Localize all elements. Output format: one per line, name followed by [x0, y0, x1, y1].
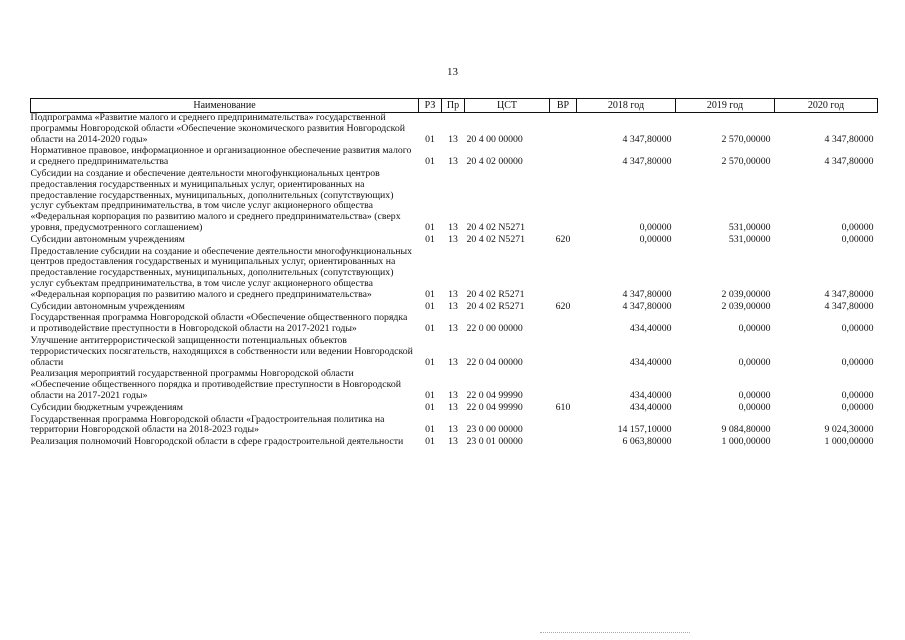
cell-vr: 620: [555, 300, 571, 312]
cell-cst: 20 4 02 R5271: [466, 300, 525, 312]
cell-vr: [550, 313, 577, 336]
cell-cst: 23 0 00 00000: [466, 424, 523, 436]
cell-y2020: 0,00000: [841, 401, 874, 413]
cell-y2018: 434,40000: [629, 389, 672, 401]
table-body: [31, 113, 878, 449]
cell-y2018: 4 347,80000: [622, 300, 672, 312]
cell-cst: 23 0 01 00000: [466, 436, 523, 448]
table-row: [31, 247, 878, 302]
cell-cst: 22 0 04 00000: [466, 356, 523, 368]
cell-y2019: 2 570,00000: [721, 156, 771, 168]
cell-vr: [550, 113, 577, 147]
cell-cst: 20 4 02 N5271: [466, 221, 526, 233]
cell-y2020: 4 347,80000: [824, 133, 874, 145]
cell-pr: 13: [448, 389, 458, 401]
cell-name: Субсидии бюджетным учреждениям: [30, 401, 183, 413]
cell-y2018: 0,00000: [639, 233, 672, 245]
header-name: Наименование: [31, 99, 419, 113]
header-pr: Пр: [442, 99, 465, 113]
table-row: [31, 313, 878, 336]
cell-y2018: 434,40000: [629, 356, 672, 368]
cell-y2018: 0,00000: [639, 221, 672, 233]
cell-cst: 20 4 02 R5271: [466, 288, 525, 300]
cell-y2018: 434,40000: [629, 323, 672, 335]
cell-y2018: 434,40000: [629, 401, 672, 413]
cell-pr: 13: [448, 288, 458, 300]
cell-y2018: 6 063,80000: [622, 436, 672, 448]
cell-rz: 01: [425, 323, 435, 335]
table-row: [31, 169, 878, 235]
cell-y2019: 0,00000: [738, 389, 771, 401]
cell-pr: 13: [448, 323, 458, 335]
cell-cst: 22 0 04 99990: [466, 389, 523, 401]
cell-cst: 22 0 00 00000: [466, 323, 523, 335]
header-vr: ВР: [550, 99, 577, 113]
cell-pr: 13: [448, 424, 458, 436]
cell-pr: 13: [448, 401, 458, 413]
cell-pr: 13: [448, 133, 458, 145]
cell-y2020: 9 024,30000: [824, 424, 874, 436]
header-rz: РЗ: [419, 99, 442, 113]
cell-name: Реализация полномочий Новгородской области в сфере градостроительной деятельности: [30, 436, 404, 448]
cell-y2019: 2 039,00000: [721, 300, 771, 312]
cell-pr: 13: [448, 300, 458, 312]
cell-vr: 610: [555, 401, 571, 413]
table-row: [31, 369, 878, 402]
table-row: [31, 146, 878, 169]
cell-rz: 01: [425, 356, 435, 368]
cell-y2018: 14 157,10000: [617, 424, 672, 436]
table-row: [31, 415, 878, 438]
cell-vr: [550, 369, 577, 402]
cell-name: Государственная программа Новгородской области «Градостроительная политика на территории Новгородской области на 2018-2023 годы»: [30, 413, 385, 436]
cell-vr: [550, 146, 577, 169]
cell-name: Субсидии автономным учреждениям: [30, 300, 185, 312]
cell-y2018: 4 347,80000: [622, 288, 672, 300]
header-cst: ЦСТ: [465, 99, 550, 113]
cell-y2020: 4 347,80000: [824, 156, 874, 168]
cell-name: Государственная программа Новгородской области «Обеспечение общественного порядка и противодействие преступности в Новгородской области на 2017-2021 годы»: [30, 312, 408, 335]
cell-cst: 20 4 02 00000: [466, 156, 523, 168]
cell-pr: 13: [448, 233, 458, 245]
cell-rz: 01: [425, 288, 435, 300]
cell-y2019: 0,00000: [738, 401, 771, 413]
cell-name: Подпрограмма «Развитие малого и среднего предпринимательства» государственной программы Новгородской области «Обеспечение экономического развития Новгородской области на 2014-2020 годы»: [30, 112, 405, 145]
header-2019: 2019 год: [676, 99, 775, 113]
cell-y2019: 1 000,00000: [721, 436, 771, 448]
cell-vr: [550, 169, 577, 235]
cell-rz: 01: [425, 221, 435, 233]
cell-pr: 13: [448, 156, 458, 168]
cell-y2018: 4 347,80000: [622, 133, 672, 145]
cell-vr: [550, 415, 577, 438]
cell-vr: [550, 336, 577, 369]
cell-rz: 01: [425, 436, 435, 448]
cell-y2019: 0,00000: [738, 356, 771, 368]
page-number: 13: [447, 66, 458, 78]
cell-name: Улучшение антитеррористической защищенности потенциальных объектов террористических посягательств, находящихся в собственности или ведении Новгородской области: [30, 334, 413, 368]
table-row: [31, 437, 878, 449]
cell-y2019: 2 570,00000: [721, 133, 771, 145]
cell-cst: 20 4 00 00000: [466, 133, 523, 145]
header-2020: 2020 год: [775, 99, 878, 113]
table-row: [31, 113, 878, 147]
header-2018: 2018 год: [577, 99, 676, 113]
cell-name: Субсидии на создание и обеспечение деятельности многофункциональных центров предоставления государственных и муниципальных услуг, ориентированных на предоставление государственных, муниципальных, дополнительных (сопутствующих) услуг субъектам предпринимательства, в том числе услуг акционерного общества «Федеральная корпорация по развитию малого и среднего предпринимательства» (сверх уровня, предусмотренного соглашением): [30, 167, 401, 233]
cell-y2019: 9 084,80000: [721, 424, 771, 436]
cell-y2019: 531,00000: [728, 233, 771, 245]
cell-y2020: 1 000,00000: [824, 436, 874, 448]
cell-pr: 13: [448, 436, 458, 448]
table-header-row: [31, 99, 878, 113]
table-row: [31, 336, 878, 369]
cell-y2019: 531,00000: [728, 221, 771, 233]
cell-cst: 22 0 04 99990: [466, 401, 523, 413]
cell-rz: 01: [425, 133, 435, 145]
cell-name: Реализация мероприятий государственной программы Новгородской области «Обеспечение общественного порядка и противодействие преступности в Новгородской области на 2017-2021 годы»: [30, 368, 402, 401]
cell-rz: 01: [425, 424, 435, 436]
cell-rz: 01: [425, 300, 435, 312]
cell-y2020: 0,00000: [841, 323, 874, 335]
cell-y2020: 0,00000: [841, 356, 874, 368]
cell-rz: 01: [425, 401, 435, 413]
cell-rz: 01: [425, 389, 435, 401]
cell-y2020: 0,00000: [841, 389, 874, 401]
cell-rz: 01: [425, 233, 435, 245]
cell-vr: [550, 437, 577, 449]
budget-table: [30, 98, 878, 449]
cell-name: Нормативное правовое, информационное и организационное обеспечение развития малого и среднего предпринимательства: [30, 145, 412, 168]
cell-vr: [550, 247, 577, 302]
cell-y2019: 0,00000: [738, 323, 771, 335]
table-row: [31, 403, 878, 415]
cell-y2018: 4 347,80000: [622, 156, 672, 168]
cell-rz: 01: [425, 156, 435, 168]
footer-mark: [540, 632, 690, 636]
cell-y2020: 0,00000: [841, 233, 874, 245]
cell-vr: 620: [555, 233, 571, 245]
cell-cst: 20 4 02 N5271: [466, 233, 526, 245]
cell-y2020: 0,00000: [841, 221, 874, 233]
cell-y2020: 4 347,80000: [824, 288, 874, 300]
cell-pr: 13: [448, 356, 458, 368]
table-row: [31, 235, 878, 247]
cell-name: Предоставление субсидии на создание и обеспечение деятельности многофункциональных центров предоставления государственых и муниципальных услуг, ориентированных на предоставление государственных, муниципальных, дополнительных (сопутствующих) услуг субъектам предпринимательства, в том числе услуг акционерного общества «Федеральная корпорация по развитию малого и среднего предпринимательства»: [30, 245, 412, 300]
cell-y2020: 4 347,80000: [824, 300, 874, 312]
cell-y2019: 2 039,00000: [721, 288, 771, 300]
cell-name: Субсидии автономным учреждениям: [30, 233, 185, 245]
cell-pr: 13: [448, 221, 458, 233]
